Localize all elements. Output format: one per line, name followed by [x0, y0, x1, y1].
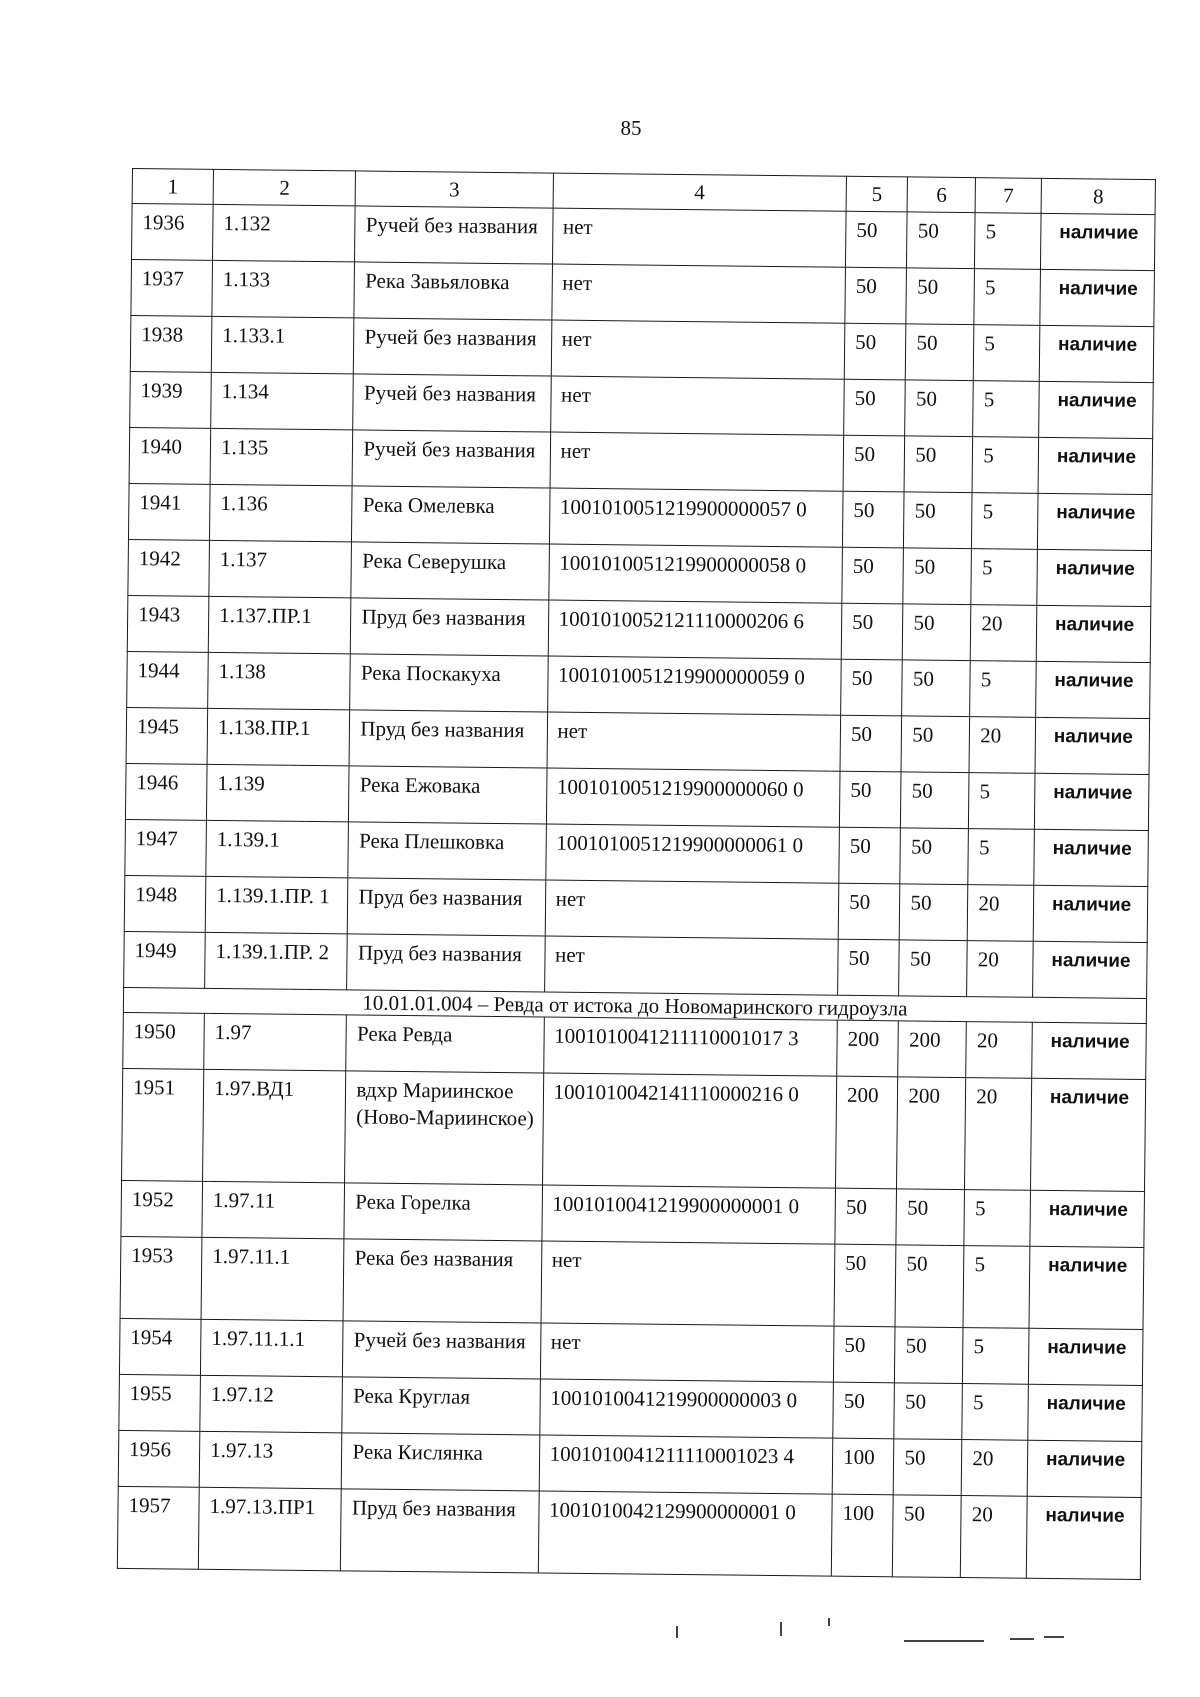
- row-number-cell: 1937: [131, 260, 213, 317]
- code-cell: 1.97: [204, 1013, 347, 1071]
- row-number-cell: 1936: [132, 204, 214, 261]
- code-cell: 1.97.13.ПР1: [198, 1487, 341, 1571]
- code-cell: 1.138: [208, 652, 351, 710]
- status-cell: наличие: [1039, 381, 1154, 438]
- col5-cell: 50: [843, 435, 905, 492]
- col6-cell: 50: [901, 772, 970, 829]
- col5-cell: 50: [842, 547, 904, 604]
- col7-cell: 5: [974, 269, 1040, 326]
- code-cell: 1.139.1.ПР. 1: [205, 876, 348, 934]
- col5-cell: 50: [845, 267, 907, 324]
- code-cell: 1.97.ВД1: [203, 1069, 347, 1183]
- status-cell: наличие: [1029, 1246, 1144, 1329]
- name-cell: Река Поскакуха: [350, 654, 548, 712]
- col5-cell: 50: [839, 827, 901, 884]
- col6-cell: 50: [900, 828, 969, 885]
- col7-cell: 20: [962, 1440, 1028, 1497]
- code-cell: 1.139: [206, 764, 349, 822]
- code-cell: 1.139.1.ПР. 2: [205, 932, 348, 990]
- col7-cell: 5: [963, 1246, 1030, 1329]
- col7-cell: 5: [971, 549, 1037, 606]
- code-cell: 1.137: [209, 540, 352, 598]
- code-cell: 1.97.13: [199, 1431, 342, 1489]
- status-cell: наличие: [1033, 941, 1148, 998]
- register-code-cell: нет: [540, 1323, 834, 1382]
- code-cell: 1.133: [212, 260, 355, 318]
- status-cell: наличие: [1040, 213, 1155, 270]
- row-number-cell: 1951: [122, 1068, 204, 1181]
- name-cell: Пруд без названия: [341, 1489, 539, 1573]
- col7-cell: 20: [966, 1022, 1032, 1079]
- name-cell: Пруд без названия: [347, 934, 545, 992]
- row-number-cell: 1945: [126, 707, 208, 764]
- register-code-cell: нет: [552, 208, 846, 267]
- col7-cell: 5: [975, 213, 1041, 270]
- status-cell: наличие: [1031, 1078, 1146, 1191]
- col6-cell: 50: [905, 380, 974, 437]
- table-body: [117, 169, 1155, 1580]
- register-code-cell: 1001010041219900000001 0: [541, 1185, 835, 1244]
- table-row: [117, 1486, 1141, 1579]
- col6-cell: 50: [894, 1439, 963, 1496]
- register-code-cell: 1001010042141110000216 0: [542, 1073, 837, 1188]
- column-header: 7: [975, 178, 1041, 214]
- code-cell: 1.136: [210, 484, 353, 542]
- status-cell: наличие: [1030, 1190, 1145, 1247]
- register-code-cell: нет: [547, 712, 841, 771]
- status-cell: наличие: [1036, 605, 1151, 662]
- row-number-cell: 1944: [127, 651, 209, 708]
- status-cell: наличие: [1039, 325, 1154, 382]
- col6-cell: 50: [906, 324, 975, 381]
- col5-cell: 50: [838, 883, 900, 940]
- name-cell: Река Ревда: [346, 1015, 544, 1073]
- col7-cell: 20: [968, 885, 1034, 942]
- col6-cell: 200: [897, 1077, 966, 1190]
- name-cell: Река Плешковка: [348, 822, 546, 880]
- col7-cell: 5: [962, 1384, 1028, 1441]
- name-cell: Пруд без названия: [351, 598, 549, 656]
- code-cell: 1.132: [213, 204, 356, 262]
- col7-cell: 5: [968, 829, 1034, 886]
- col6-cell: 50: [899, 940, 968, 997]
- col6-cell: 50: [896, 1189, 965, 1246]
- name-cell: Пруд без названия: [348, 878, 546, 936]
- col5-cell: 50: [840, 715, 902, 772]
- status-cell: наличие: [1040, 269, 1155, 326]
- column-header: 2: [213, 169, 356, 206]
- status-cell: наличие: [1035, 717, 1150, 774]
- col6-cell: 50: [893, 1495, 962, 1578]
- column-header: 4: [553, 173, 847, 211]
- col6-cell: 50: [902, 660, 971, 717]
- row-number-cell: 1942: [128, 539, 210, 596]
- status-cell: наличие: [1037, 493, 1152, 550]
- name-cell: вдхр Мариинское (Ново-Мариинское): [345, 1071, 543, 1185]
- col7-cell: 5: [964, 1190, 1030, 1247]
- table-row: [120, 1236, 1144, 1329]
- page-number: 85: [620, 116, 642, 140]
- row-number-cell: 1943: [127, 595, 209, 652]
- row-number-cell: 1953: [120, 1236, 202, 1319]
- row-number-cell: 1955: [119, 1374, 201, 1431]
- column-header: 6: [907, 177, 975, 213]
- col5-cell: 50: [841, 659, 903, 716]
- row-number-cell: 1947: [125, 819, 207, 876]
- status-cell: наличие: [1026, 1496, 1141, 1579]
- row-number-cell: 1956: [118, 1430, 200, 1487]
- col6-cell: 200: [898, 1021, 967, 1078]
- name-cell: Река Завьяловка: [354, 262, 552, 320]
- register-code-cell: нет: [550, 376, 844, 435]
- col5-cell: 50: [833, 1382, 895, 1439]
- code-cell: 1.133.1: [211, 316, 354, 374]
- col6-cell: 50: [895, 1245, 964, 1328]
- status-cell: наличие: [1027, 1440, 1142, 1497]
- col5-cell: 50: [838, 939, 900, 996]
- column-header: 8: [1041, 178, 1155, 214]
- column-header: 3: [356, 171, 554, 208]
- col5-cell: 200: [837, 1020, 899, 1077]
- col7-cell: 5: [969, 773, 1035, 830]
- water-bodies-table: [117, 168, 1156, 1580]
- name-cell: Ручей без названия: [352, 430, 550, 488]
- col6-cell: 50: [904, 492, 973, 549]
- water-bodies-table-wrap: [117, 168, 1156, 1580]
- name-cell: Ручей без названия: [353, 374, 551, 432]
- col5-cell: 50: [843, 491, 905, 548]
- name-cell: Ручей без названия: [343, 1321, 541, 1379]
- row-number-cell: 1938: [130, 315, 212, 372]
- col5-cell: 50: [841, 603, 903, 660]
- register-code-cell: нет: [545, 880, 839, 939]
- row-number-cell: 1946: [125, 763, 207, 820]
- col7-cell: 20: [971, 605, 1037, 662]
- register-code-cell: 1001010051219900000061 0: [545, 824, 839, 883]
- col5-cell: 50: [844, 323, 906, 380]
- register-code-cell: 1001010041211110001023 4: [539, 1435, 833, 1494]
- name-cell: Река Кислянка: [342, 1433, 540, 1491]
- register-code-cell: нет: [551, 264, 845, 323]
- col5-cell: 50: [833, 1326, 895, 1383]
- col6-cell: 50: [901, 716, 970, 773]
- status-cell: наличие: [1033, 885, 1148, 942]
- col6-cell: 50: [904, 436, 973, 493]
- code-cell: 1.138.ПР.1: [207, 708, 350, 766]
- status-cell: наличие: [1028, 1384, 1143, 1441]
- col7-cell: 20: [969, 717, 1035, 774]
- row-number-cell: 1954: [119, 1318, 201, 1375]
- col7-cell: 5: [974, 325, 1040, 382]
- name-cell: Река Северушка: [351, 542, 549, 600]
- code-cell: 1.139.1: [206, 820, 349, 878]
- col7-cell: 20: [967, 941, 1033, 998]
- section-title: 10.01.01.004 – Ревда от истока до Новомаринского гидроузла: [123, 987, 1146, 1023]
- status-cell: наличие: [1038, 437, 1153, 494]
- col5-cell: 50: [834, 1244, 896, 1327]
- row-number-cell: 1940: [129, 427, 211, 484]
- col5-cell: 200: [836, 1076, 899, 1189]
- col7-cell: 5: [973, 381, 1039, 438]
- col5-cell: 100: [832, 1438, 894, 1495]
- register-code-cell: нет: [541, 1241, 835, 1326]
- col7-cell: 5: [972, 437, 1038, 494]
- col6-cell: 50: [900, 884, 969, 941]
- name-cell: Река без названия: [343, 1239, 541, 1323]
- col5-cell: 50: [835, 1188, 897, 1245]
- column-header: 5: [846, 176, 908, 212]
- register-code-cell: нет: [544, 936, 838, 995]
- register-code-cell: 1001010051219900000057 0: [549, 488, 843, 547]
- col5-cell: 100: [831, 1494, 893, 1577]
- col6-cell: 50: [907, 212, 976, 269]
- status-cell: наличие: [1034, 773, 1149, 830]
- name-cell: Река Ежовака: [349, 766, 547, 824]
- col6-cell: 50: [894, 1383, 963, 1440]
- col7-cell: 5: [970, 661, 1036, 718]
- row-number-cell: 1952: [121, 1180, 203, 1237]
- row-number-cell: 1957: [117, 1486, 199, 1569]
- status-cell: наличие: [1036, 661, 1151, 718]
- col5-cell: 50: [840, 771, 902, 828]
- register-code-cell: 1001010051219900000060 0: [546, 768, 840, 827]
- code-cell: 1.134: [211, 372, 354, 430]
- code-cell: 1.97.11.1.1: [200, 1319, 343, 1377]
- name-cell: Пруд без названия: [349, 710, 547, 768]
- name-cell: Река Горелка: [344, 1183, 542, 1241]
- col5-cell: 50: [846, 211, 908, 268]
- register-code-cell: нет: [550, 432, 844, 491]
- register-code-cell: 1001010041211110001017 3: [543, 1017, 837, 1076]
- name-cell: Ручей без названия: [355, 206, 553, 264]
- name-cell: Река Круглая: [342, 1377, 540, 1435]
- col6-cell: 50: [895, 1327, 964, 1384]
- name-cell: Река Омелевка: [352, 486, 550, 544]
- row-number-cell: 1941: [128, 483, 210, 540]
- col7-cell: 20: [961, 1496, 1028, 1579]
- name-cell: Ручей без названия: [354, 318, 552, 376]
- col5-cell: 50: [844, 379, 906, 436]
- row-number-cell: 1950: [123, 1012, 205, 1069]
- register-code-cell: 1001010051219900000059 0: [547, 656, 841, 715]
- scan-artifacts: [0, 1612, 1200, 1642]
- col6-cell: 50: [903, 548, 972, 605]
- col7-cell: 20: [965, 1078, 1032, 1191]
- row-number-cell: 1949: [124, 931, 206, 988]
- code-cell: 1.135: [210, 428, 353, 486]
- register-code-cell: 1001010051219900000058 0: [548, 544, 842, 603]
- code-cell: 1.97.11.1: [201, 1237, 344, 1321]
- status-cell: наличие: [1028, 1328, 1143, 1385]
- code-cell: 1.137.ПР.1: [208, 596, 351, 654]
- register-code-cell: 1001010042129900000001 0: [538, 1491, 832, 1576]
- table-row: [122, 1068, 1146, 1191]
- col6-cell: 50: [906, 268, 975, 325]
- col7-cell: 5: [963, 1328, 1029, 1385]
- code-cell: 1.97.11: [202, 1181, 345, 1239]
- status-cell: наличие: [1034, 829, 1149, 886]
- column-header: 1: [132, 169, 213, 205]
- register-code-cell: 1001010041219900000003 0: [539, 1379, 833, 1438]
- row-number-cell: 1948: [124, 875, 206, 932]
- code-cell: 1.97.12: [200, 1375, 343, 1433]
- col6-cell: 50: [903, 604, 972, 661]
- status-cell: наличие: [1032, 1022, 1147, 1079]
- register-code-cell: 1001010052121110000206 6: [548, 600, 842, 659]
- status-cell: наличие: [1037, 549, 1152, 606]
- row-number-cell: 1939: [130, 371, 212, 428]
- register-code-cell: нет: [551, 320, 845, 379]
- col7-cell: 5: [972, 493, 1038, 550]
